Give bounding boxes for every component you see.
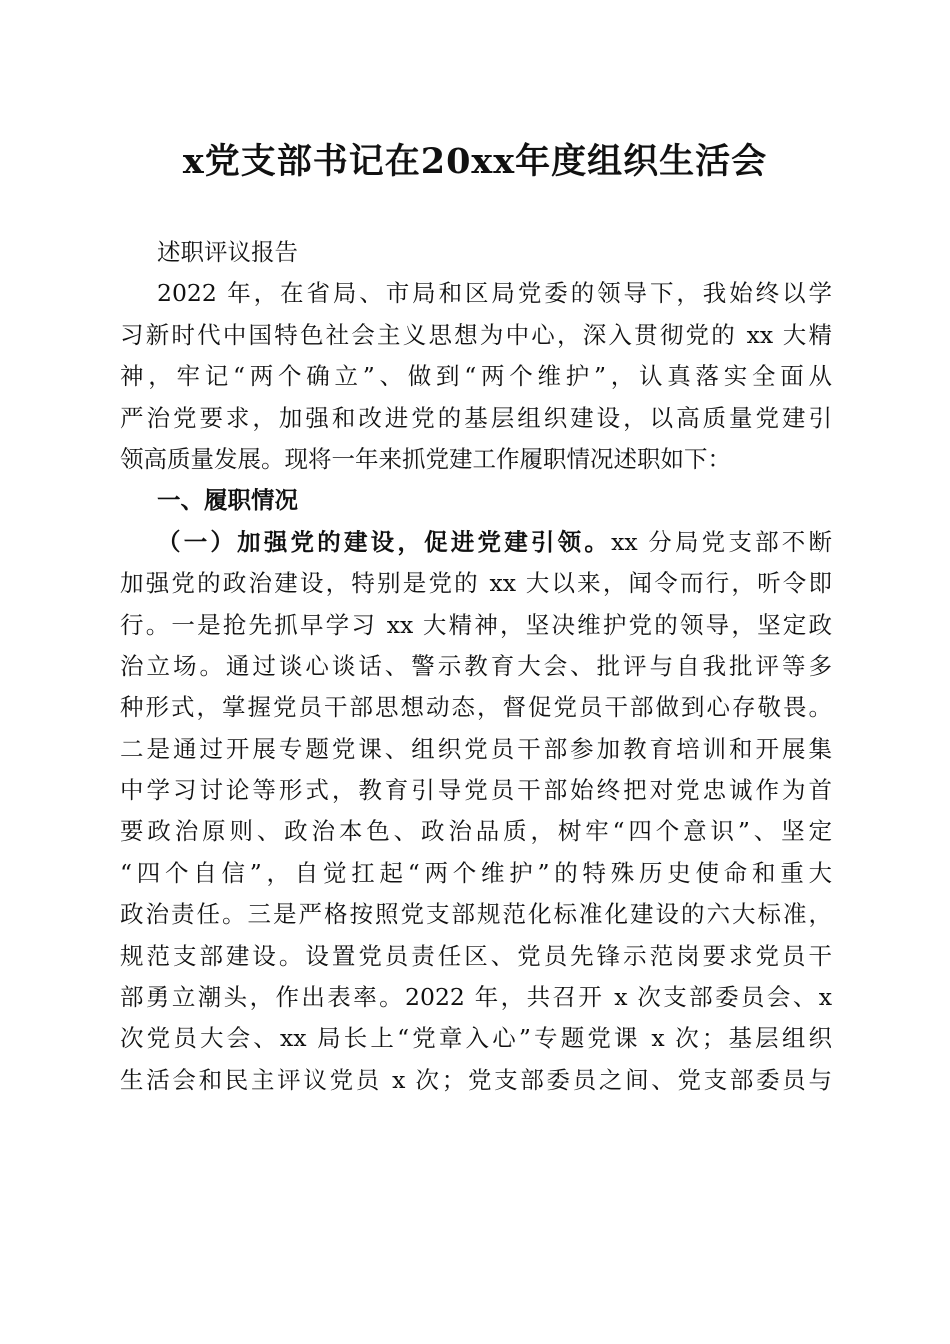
document-body	[120, 232, 832, 1101]
paragraph-line: 政治责任。三是严格按照党支部规范化标准化建设的六大标准，	[120, 900, 832, 929]
section-heading: 一、履职情况	[157, 486, 298, 515]
intro-line: 严治党要求，加强和改进党的基层组织建设，以高质量党建引	[120, 403, 832, 432]
intro-line: 2022 年，在省局、市局和区局党委的领导下，我始终以学	[157, 279, 832, 308]
document-subtitle: 述职评议报告	[157, 238, 298, 266]
sub-heading: （一）加强党的建设，促进党建引领。	[157, 527, 612, 556]
paragraph-line: 加强党的政治建设，特别是党的 xx 大以来，闻令而行，听令即	[120, 569, 832, 598]
paragraph-line: 生活会和民主评议党员 x 次；党支部委员之间、党支部委员与	[120, 1065, 832, 1094]
paragraph-line: 治立场。通过谈心谈话、警示教育大会、批评与自我批评等多	[120, 651, 832, 680]
paragraph-line: 规范支部建设。设置党员责任区、党员先锋示范岗要求党员干	[120, 941, 832, 970]
paragraph-line: 要政治原则、政治本色、政治品质，树牢“四个意识”、坚定	[120, 817, 832, 846]
paragraph-line: 次党员大会、xx 局长上“党章入心”专题党课 x 次；基层组织	[120, 1024, 832, 1053]
paragraph-line: 中学习讨论等形式，教育引导党员干部始终把对党忠诚作为首	[120, 776, 832, 805]
paragraph-line: 部勇立潮头，作出表率。2022 年，共召开 x 次支部委员会、x	[120, 983, 832, 1012]
paragraph-line: 二是通过开展专题党课、组织党员干部参加教育培训和开展集	[120, 734, 832, 763]
paragraph-line: “四个自信”，自觉扛起“两个维护”的特殊历史使命和重大	[120, 858, 832, 887]
paragraph-line: 行。一是抢先抓早学习 xx 大精神，坚决维护党的领导，坚定政	[120, 610, 832, 639]
paragraph-first-line-rest: xx 分局党支部不断	[611, 527, 832, 556]
sub-heading-line	[120, 522, 832, 563]
document-title: x党支部书记在20xx年度组织生活会	[182, 141, 768, 182]
intro-line: 领高质量发展。现将一年来抓党建工作履职情况述职如下：	[120, 444, 731, 473]
intro-line: 习新时代中国特色社会主义思想为中心，深入贯彻党的 xx 大精	[120, 320, 832, 349]
paragraph-line: 种形式，掌握党员干部思想动态，督促党员干部做到心存敬畏。	[120, 693, 832, 722]
intro-line: 神，牢记“两个确立”、做到“两个维护”，认真落实全面从	[120, 362, 832, 391]
